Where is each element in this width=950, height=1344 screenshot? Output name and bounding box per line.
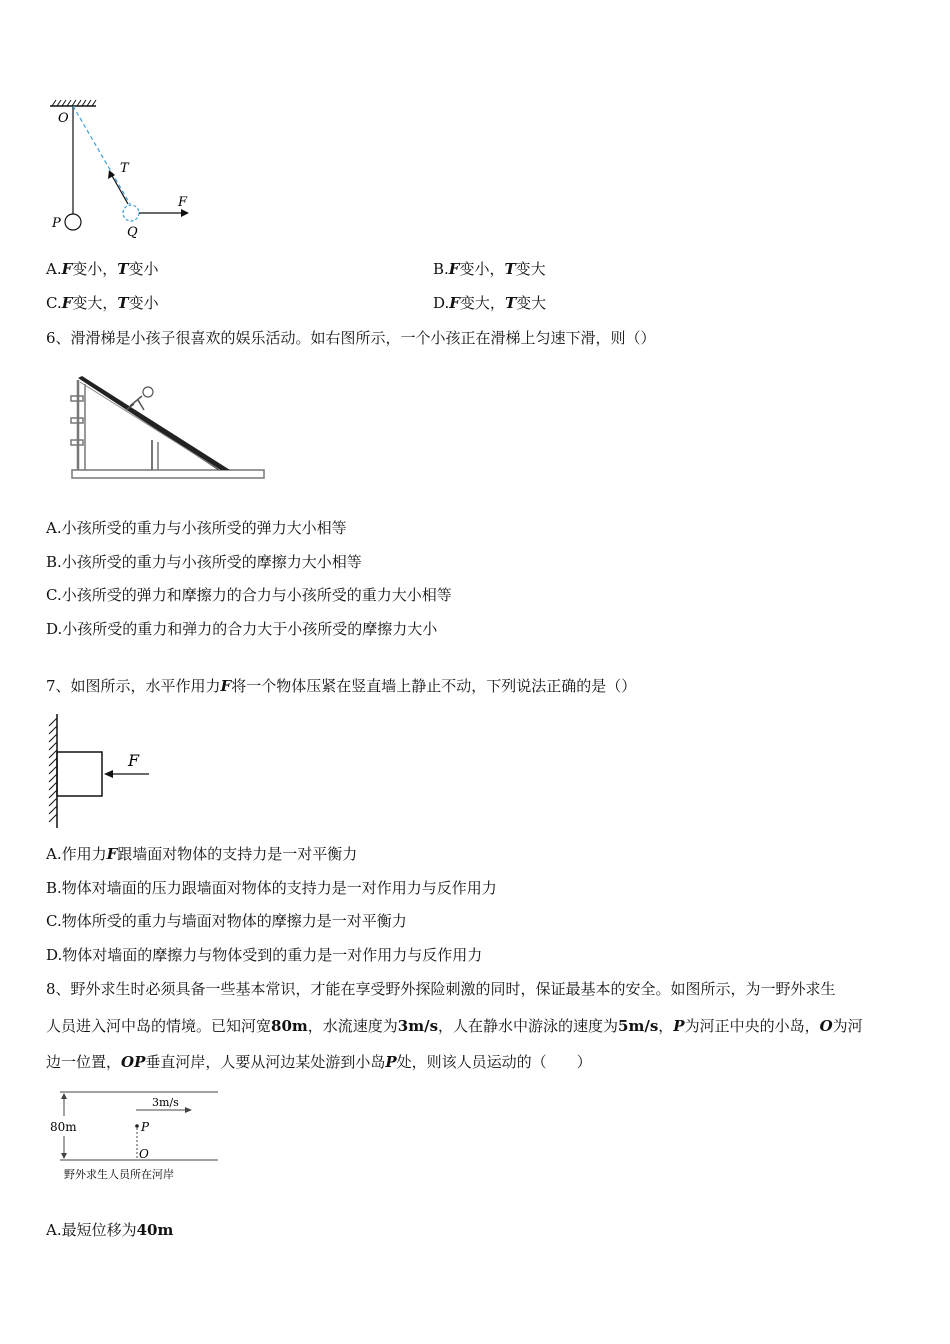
q7-option-c: C.物体所受的重力与墙面对物体的摩擦力是一对平衡力 [46, 912, 407, 930]
q6-option-b: B.小孩所受的重力与小孩所受的摩擦力大小相等 [46, 553, 362, 571]
q5-option-b: B.F变小，T变大 [433, 260, 546, 278]
q6-option-c: C.小孩所受的弹力和摩擦力的合力与小孩所受的重力大小相等 [46, 586, 452, 604]
label-F: F [178, 195, 188, 210]
q7-option-d: D.物体对墙面的摩擦力与物体受到的重力是一对作用力与反作用力 [46, 946, 483, 964]
q8-option-a: A.最短位移为40m [46, 1221, 174, 1239]
q6-stem: 6、滑滑梯是小孩子很喜欢的娱乐活动。如右图所示，一个小孩正在滑梯上匀速下滑，则（） [46, 329, 656, 347]
q5-option-c: C.F变大，T变小 [46, 294, 159, 312]
label-F: F [128, 751, 140, 770]
label-O: O [139, 1147, 149, 1161]
label-width: 80m [50, 1120, 77, 1134]
wall-block-figure [44, 712, 164, 832]
slide-figure [60, 370, 270, 490]
q8-stem-line3: 边一位置，OP垂直河岸，人要从河边某处游到小岛P处，则该人员运动的（ ） [46, 1053, 592, 1071]
label-Q: Q [127, 225, 138, 240]
q6-option-d: D.小孩所受的重力和弹力的合力大于小孩所受的摩擦力大小 [46, 620, 438, 638]
river-figure [48, 1086, 223, 1186]
q7-option-a: A.作用力F跟墙面对物体的支持力是一对平衡力 [46, 845, 358, 863]
q6-option-a: A.小孩所受的重力与小孩所受的弹力大小相等 [46, 519, 347, 537]
q5-option-a: A.F变小，T变小 [46, 260, 159, 278]
label-P: P [52, 216, 61, 231]
label-T: T [120, 161, 129, 176]
q7-stem: 7、如图所示，水平作用力F将一个物体压紧在竖直墙上静止不动，下列说法正确的是（） [46, 677, 637, 695]
label-speed: 3m/s [152, 1096, 179, 1109]
q5-option-d: D.F变大，T变大 [433, 294, 547, 312]
label-P: P [141, 1120, 150, 1134]
label-O: O [58, 111, 69, 126]
q8-stem-line1: 8、野外求生时必须具备一些基本常识，才能在享受野外探险刺激的同时，保证最基本的安全。如图所示，为一野外求生 [46, 980, 836, 998]
pendulum-figure [44, 98, 204, 243]
q8-stem-line2: 人员进入河中岛的情境。已知河宽80m，水流速度为3m/s，人在静水中游泳的速度为5m/s，P为河正中央的小岛，O为河 [46, 1017, 863, 1035]
river-bank-caption: 野外求生人员所在河岸 [64, 1168, 174, 1181]
q7-option-b: B.物体对墙面的压力跟墙面对物体的支持力是一对作用力与反作用力 [46, 879, 497, 897]
